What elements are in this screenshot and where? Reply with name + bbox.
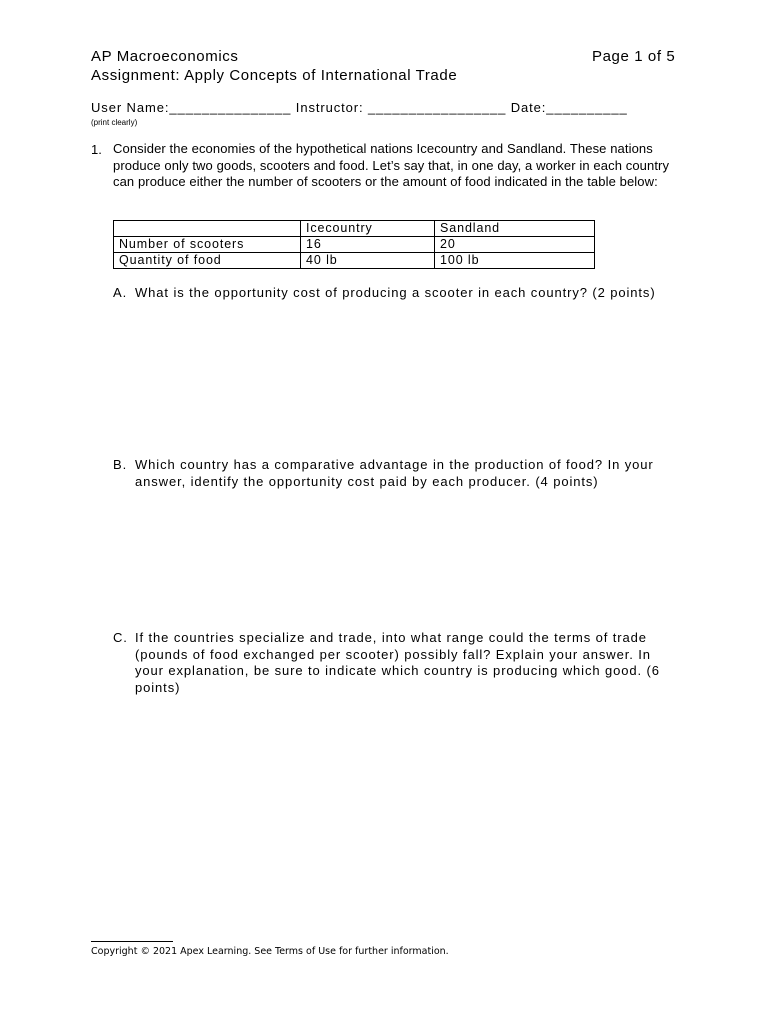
part-c [113,630,678,696]
footer-rule [91,941,173,942]
page-number: Page 1 of 5 [592,48,676,65]
table-row [114,237,595,253]
table-cell: 20 [435,237,595,253]
question-text: Consider the economies of the hypothetical nations Icecountry and Sandland. These nations produce only two goods, scooters and food. Let’s say that, in one day, a worker in each country can produce either the number of scooters or the amount of food indicated in the table below: [113,141,670,189]
table-header-cell [114,221,301,237]
copyright-notice: Copyright © 2021 Apex Learning. See Terms of Use for further information. [91,946,449,957]
part-a-text: What is the opportunity cost of producing a scooter in each country? (2 points) [135,285,656,300]
table-header-cell: Sandland [435,221,595,237]
part-b-letter: B. [113,457,128,472]
table-header-row [114,221,595,237]
table-cell: Number of scooters [114,237,301,253]
part-b [113,457,678,490]
question-number: 1. [91,142,102,157]
part-a [113,285,678,302]
part-b-text: Which country has a comparative advantage in the production of food? In your answer, identify the opportunity cost paid by each producer. (4 points) [135,457,654,489]
table-row [114,253,595,269]
course-title: AP Macroeconomics [91,48,239,65]
table-header-cell: Icecountry [301,221,435,237]
table-cell: 16 [301,237,435,253]
print-clearly-note: (print clearly) [91,118,138,127]
production-table [113,220,595,269]
table-cell: 40 lb [301,253,435,269]
table-cell: 100 lb [435,253,595,269]
part-c-text: If the countries specialize and trade, into what range could the terms of trade (pounds of food exchanged per scooter) possibly fall? Explain your answer. In your explanation, be sure to indicate which country is producing which good. (6 points) [135,630,660,695]
assignment-title: Assignment: Apply Concepts of International Trade [91,67,458,84]
part-c-letter: C. [113,630,128,645]
user-instructor-date-line: User Name:_______________ Instructor: _________________ Date:__________ [91,100,628,115]
part-a-letter: A. [113,285,128,300]
table-cell: Quantity of food [114,253,301,269]
